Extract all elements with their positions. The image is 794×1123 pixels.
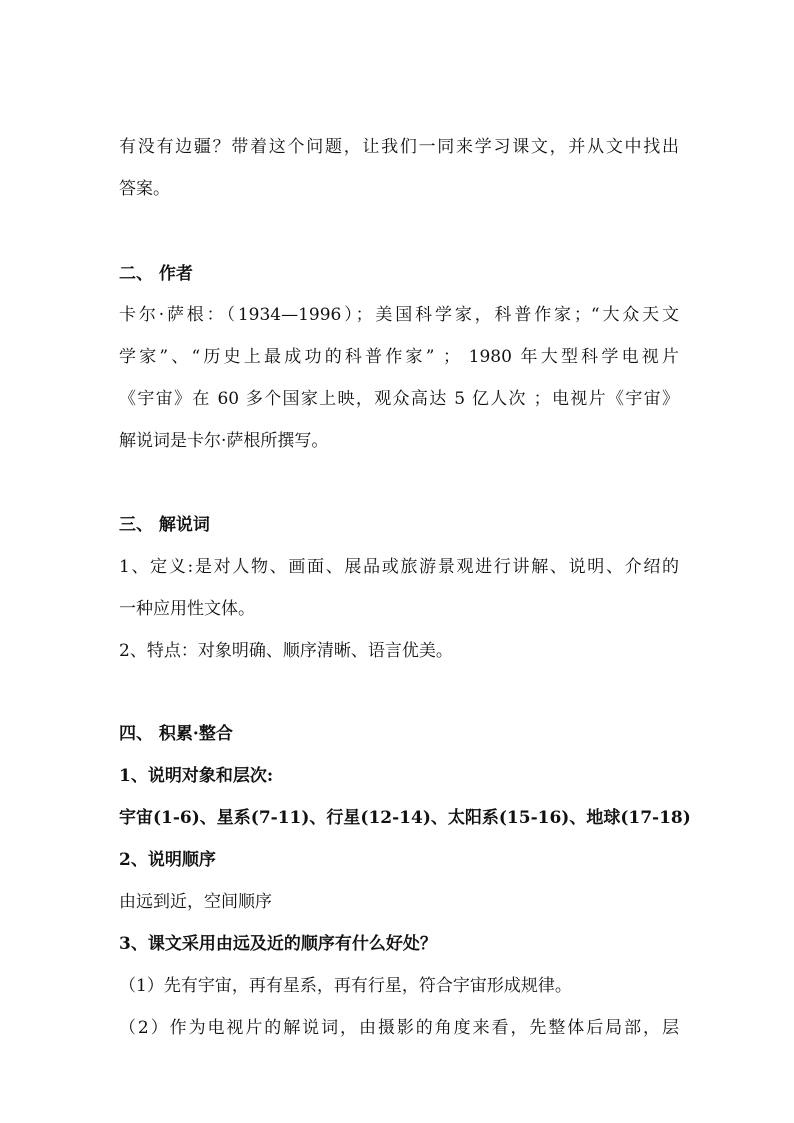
section-heading-integration: 四、 积累·整合 <box>119 724 233 744</box>
definition-line-2: 一种应用性文体。 <box>119 599 255 619</box>
author-text-line-2: 学家”、“历史上最成功的科普作家” ； 1980 年大型科学电视片 <box>119 347 679 367</box>
features-line: 2、特点：对象明确、顺序清晰、语言优美。 <box>119 641 453 661</box>
intro-text-line-2: 答案。 <box>119 179 170 199</box>
author-text-line-1: 卡尔·萨根：（1934—1996）；美国科学家，科普作家；“大众天文 <box>119 305 679 325</box>
question-1: 1、说明对象和层次: <box>119 766 274 786</box>
author-text-line-4: 解说词是卡尔·萨根所撰写。 <box>119 431 329 451</box>
section-heading-author: 二、 作者 <box>119 264 193 284</box>
answer-3-point-1: （1）先有宇宙，再有星系，再有行星，符合宇宙形成规律。 <box>119 976 572 996</box>
answer-1-structure: 宇宙(1-6)、星系(7-11)、行星(12-14)、太阳系(15-16)、地球(17-18) <box>119 808 691 828</box>
answer-3-point-2: （2）作为电视片的解说词，由摄影的角度来看，先整体后局部，层 <box>119 1018 679 1038</box>
section-heading-commentary: 三、 解说词 <box>119 515 210 535</box>
question-2: 2、说明顺序 <box>119 850 216 870</box>
author-text-line-3: 《宇宙》在 60 多个国家上映，观众高达 5 亿人次 ；电视片《宇宙》 <box>119 389 679 409</box>
definition-line-1: 1、定义:是对人物、画面、展品或旅游景观进行讲解、说明、介绍的 <box>119 557 679 577</box>
question-3: 3、课文采用由远及近的顺序有什么好处？ <box>119 934 437 954</box>
answer-2: 由远到近，空间顺序 <box>119 892 272 912</box>
intro-text-line-1: 有没有边疆？带着这个问题，让我们一同来学习课文，并从文中找出 <box>119 137 679 157</box>
